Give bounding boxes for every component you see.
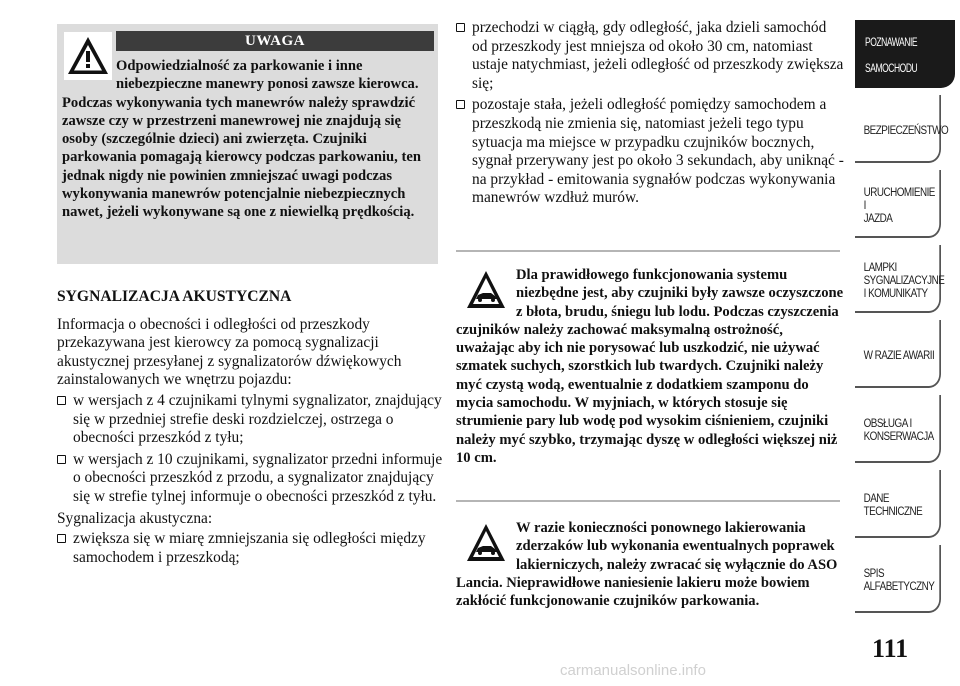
- warning-header: UWAGA: [116, 31, 434, 51]
- divider: [456, 500, 840, 502]
- checkbox-icon: [57, 396, 66, 405]
- checkbox-icon: [57, 534, 66, 543]
- chapter-tabs: [855, 20, 955, 620]
- tab-poznawanie-samochodu[interactable]: POZNAWANIE SAMOCHODU: [855, 20, 955, 88]
- tab-spis-alfabetyczny[interactable]: SPIS ALFABETYCZNY: [855, 545, 941, 613]
- tab-lampki-sygnalizacyjne[interactable]: LAMPKI SYGNALIZACYJNE I KOMUNIKATY: [855, 245, 941, 313]
- signal-label: Sygnalizacja akustyczna:: [57, 509, 213, 527]
- page-number: 111: [872, 634, 909, 663]
- note-paint: [456, 519, 844, 610]
- divider: [456, 250, 840, 252]
- right-column: [456, 19, 844, 211]
- tab-uruchomienie-jazda[interactable]: URUCHOMIENIE I JAZDA: [855, 170, 941, 238]
- note-cleaning-text: Dla prawidłowego funkcjonowania systemu niezbędne jest, aby czujniki były zawsze oczyszczone z błota, brudu, śniegu lub lodu. Podczas czyszczenia czujników należy zachować maksymalną ostrożność, uważając aby ich nie porysować lub uszkodzić, nie używać szmatek suchych, szorstkich lub twardych. Czujniki należy myć czystą wodą, ewentualnie z dodatkiem szamponu do mycia samochodu. W myjniach, w których stosuje się strumienie pary lub wodę pod wysokim ciśnieniem, czujniki należy myć szybko, trzymając dyszę w odległości większej niż 10 cm.: [456, 267, 844, 466]
- list-item: zwiększa się w miarę zmniejszania się odległości między samochodem i przeszkodą;: [57, 530, 445, 567]
- section-title: SYGNALIZACJA AKUSTYCZNA: [57, 288, 292, 305]
- note-paint-text: W razie konieczności ponownego lakierowania zderzaków lub wykonania ewentualnych poprawek lakierniczych, należy zwracać się wyłącznie do ASO Lancia. Nieprawidłowe naniesienie lakieru może bowiem zakłócić funkcjonowanie czujników parkowania.: [456, 520, 838, 610]
- tab-bezpieczenstwo[interactable]: BEZPIECZEŃSTWO: [855, 95, 941, 163]
- note-cleaning: [456, 266, 844, 467]
- checkbox-icon: [57, 455, 66, 464]
- warning-text: Odpowiedzialność za parkowanie i inne niebezpieczne manewry ponosi zawsze kierowca. Podczas wykonywania tych manewrów należy sprawdzić zawsze czy w przestrzeni manewrowej nie znajdują się osoby (szczególnie dzieci) ani zwierzęta. Czujniki parkowania pomagają kierowcy podczas parkowaniu, ten jednak nigdy nie powinien zmniejszać uwagi podczas wykonywania manewrów potencjalnie niebezpiecznych nawet, jeżeli wykonywane są one z niewielką prędkością.: [62, 58, 421, 221]
- car-warning-icon: [464, 521, 508, 565]
- tab-obsluga-konserwacja[interactable]: OBSŁUGA I KONSERWACJA: [855, 395, 941, 463]
- car-warning-icon: [464, 268, 508, 312]
- list-item: pozostaje stała, jeżeli odległość pomiędzy samochodem a przeszkodą nie zmienia się, natomiast jeżeli tego typu sytuacja ma miejsce w przypadku czujników bocznych, sygnał przerywany jest po około 3 sekundach, aby uniknąć - na przykład - emitowania sygnałów podczas wykonywania manewrów wzdłuż murów.: [456, 96, 844, 208]
- list-item: w wersjach z 10 czujnikami, sygnalizator przedni informuje o obecności przeszkód z przodu, a sygnalizator znajdujący się w strefie tylnej informuje o obecności przeszkód z tyłu.: [57, 451, 445, 507]
- list-item: przechodzi w ciągłą, gdy odległość, jaka dzieli samochód od przeszkody jest mniejsza od około 30 cm, natomiast ustaje natychmiast, jeżeli odległość od przeszkody zwiększa się;: [456, 19, 844, 93]
- tab-w-razie-awarii[interactable]: W RAZIE AWARII: [855, 320, 941, 388]
- list-item: w wersjach z 4 czujnikami tylnymi sygnalizator, znajdujący się w przedniej strefie deski rozdzielczej, ostrzega o obecności przeszkód z tyłu;: [57, 392, 445, 448]
- tab-dane-techniczne[interactable]: DANE TECHNICZNE: [855, 470, 941, 538]
- checkbox-icon: [456, 23, 465, 32]
- checkbox-icon: [456, 100, 465, 109]
- watermark: carmanualsonline.info: [560, 662, 706, 679]
- intro-paragraph: Informacja o obecności i odległości od przeszkody przekazywana jest kierowcy za pomocą sygnalizacji akustycznej przesyłanej z sygnalizatorów dźwiękowych zainstalowanych we wnętrzu pojazdu:: [57, 315, 402, 389]
- left-column: [57, 288, 445, 570]
